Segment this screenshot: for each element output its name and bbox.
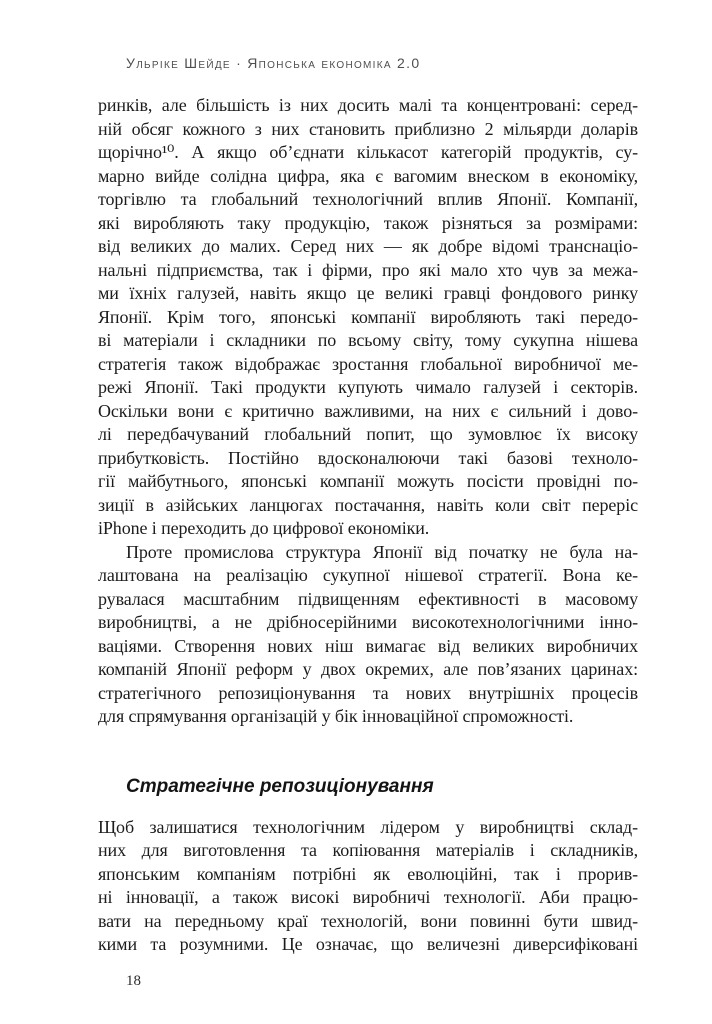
text-line: торгівлю та глобальний технологічний вплив Японії. Компанії,	[98, 189, 638, 209]
text-line: ві матеріали і складники по всьому світу, тому сукупна нішева	[98, 330, 638, 350]
text-line: рувалася масштабним підвищенням ефективності в масовому	[98, 588, 638, 609]
text-line: ринків, але більшість із них досить малі та концентровані: серед-	[98, 95, 638, 115]
text-line: ми їхніх галузей, навіть якщо це великі гравці фондового ринку	[98, 283, 638, 303]
text-line: прибутковість. Постійно вдосконалюючи такі базові техноло-	[98, 447, 638, 468]
text-line: лаштована на реалізацію сукупної нішевої стратегії. Вона ке-	[98, 565, 638, 585]
text-line: стратегія також відображає зростання глобальної виробничої ме-	[98, 353, 638, 374]
text-line: ваціями. Створення нових ніш вимагає від великих виробничих	[98, 635, 638, 656]
text-line: гії майбутнього, японські компанії можуть посісти провідні по-	[98, 471, 638, 491]
text-line: японським компаніям потрібні як еволюційні, так і прорив-	[98, 863, 638, 884]
text-line: ні інновації, а також високі виробничі технології. Аби працю-	[98, 887, 638, 907]
section-heading: Стратегічне репозиціонування	[126, 775, 434, 797]
text-line: кими та розумними. Це означає, що величезні диверсифіковані	[98, 934, 638, 954]
text-line: виробництві, а не дрібносерійними високотехнологічними інно-	[98, 612, 638, 632]
text-line: Проте промислова структура Японії від початку не була на-	[126, 541, 638, 562]
text-line: марно вийде солідна цифра, яка є вагомим внеском в економіку,	[98, 165, 638, 186]
text-line: компаній Японії реформ у двох окремих, але пов’язаних царинах:	[98, 659, 638, 679]
running-header: Ульріке Шейде · Японська економіка 2.0	[126, 55, 421, 71]
text-line: ній обсяг кожного з них становить приблизно 2 мільярди доларів	[98, 118, 638, 139]
page-number: 18	[126, 973, 141, 989]
text-line: iPhone і переходить до цифрової економіки.	[98, 518, 430, 538]
text-line: Щоб залишатися технологічним лідером у виробництві склад-	[98, 816, 638, 837]
text-line: від великих до малих. Серед них — як добре відомі транснаціо-	[98, 236, 638, 256]
text-line: стратегічного репозиціонування та нових внутрішніх процесів	[98, 682, 638, 703]
text-line: лі передбачуваний глобальний попит, що зумовлює їх високу	[98, 424, 638, 444]
text-line: них для виготовлення та копіювання матеріалів і складників,	[98, 840, 638, 860]
text-line: Японії. Крім того, японські компанії виробляють такі передо-	[98, 306, 638, 327]
text-line: нальні підприємства, так і фірми, про які мало хто чув за межа-	[98, 259, 638, 280]
text-line: вати на передньому краї технологій, вони повинні бути швид-	[98, 910, 638, 931]
text-line: щорічно¹⁰. А якщо об’єднати кількасот категорій продуктів, су-	[98, 142, 638, 162]
text-line: режі Японії. Такі продукти купують чимало галузей і секторів.	[98, 377, 638, 397]
text-line: які виробляють таку продукцію, також різняться за розмірами:	[98, 212, 638, 233]
text-line: Оскільки вони є критично важливими, на них є сильний і дово-	[98, 400, 638, 421]
text-column	[98, 94, 638, 957]
text-line: для спрямування організацій у бік інноваційної спроможності.	[98, 706, 574, 726]
text-line: зиції в азійських ланцюгах постачання, навіть коли світ переріс	[98, 494, 638, 515]
